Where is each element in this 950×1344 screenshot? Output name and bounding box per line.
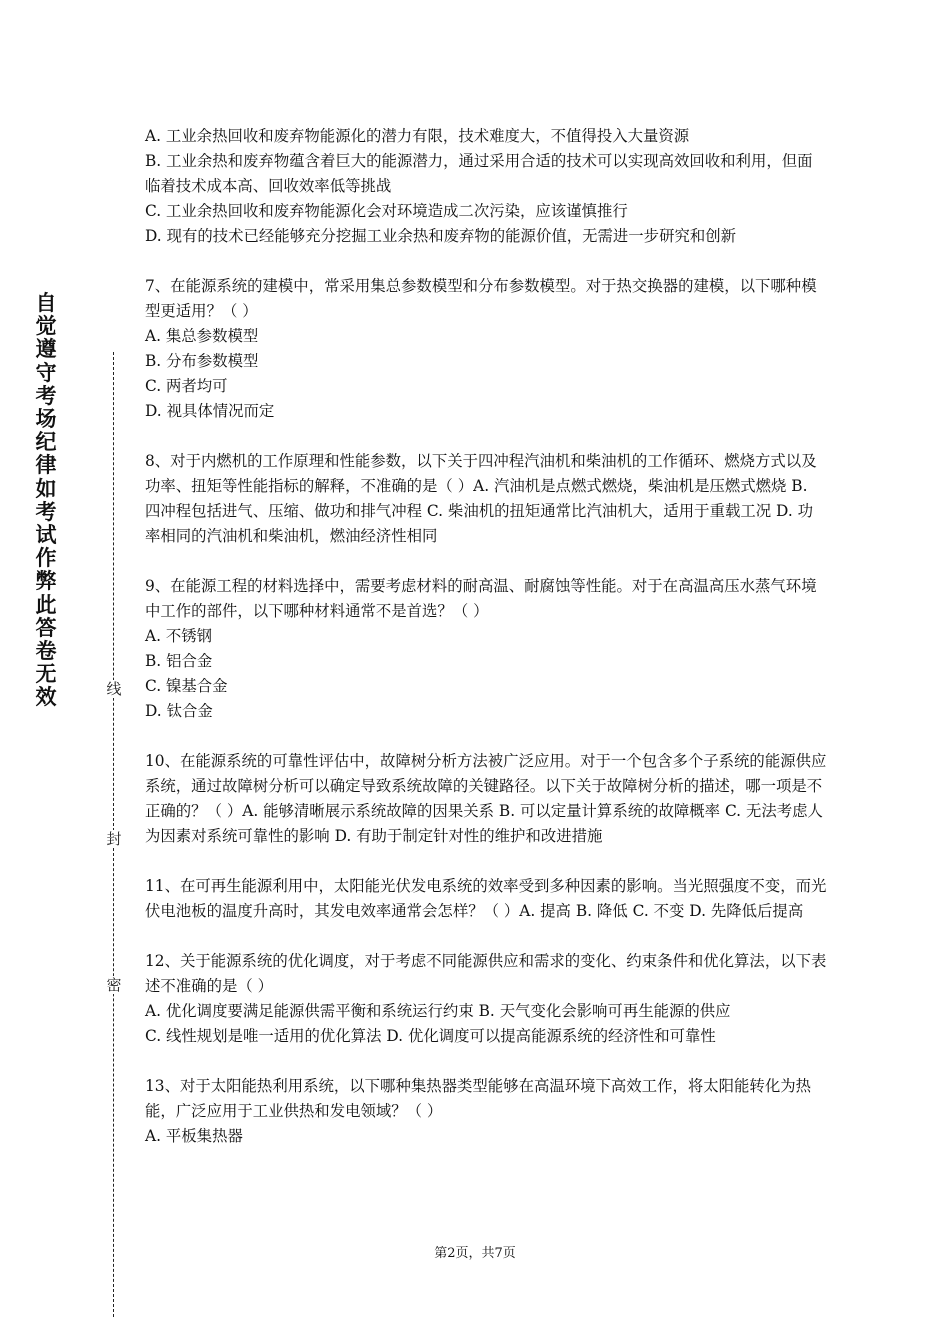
q12-stem: 12、关于能源系统的优化调度，对于考虑不同能源供应和需求的变化、约束条件和优化算法，以下表述不准确的是（ ） bbox=[145, 952, 827, 995]
q11-text: 11、在可再生能源利用中，太阳能光伏发电系统的效率受到多种因素的影响。当光照强度不变，而光伏电池板的温度升高时，其发电效率通常会怎样？（ ）A. 提高 B. 降低 C. 不变 D. 先降低后提高 bbox=[145, 877, 827, 920]
q13-stem: 13、对于太阳能热利用系统，以下哪种集热器类型能够在高温环境下高效工作，将太阳能转化为热能，广泛应用于工业供热和发电领域？（ ） bbox=[145, 1077, 811, 1120]
binding-mark-line: 线 bbox=[106, 680, 122, 698]
exam-questions bbox=[145, 124, 827, 1149]
binding-mark-seal: 封 bbox=[106, 830, 122, 848]
q7-option-b: B. 分布参数模型 bbox=[145, 352, 259, 370]
question-10 bbox=[145, 749, 827, 849]
page-number: 第2页，共7页 bbox=[434, 1246, 516, 1261]
q6-option-d: D. 现有的技术已经能够充分挖掘工业余热和废弃物的能源价值，无需进一步研究和创新 bbox=[145, 227, 737, 245]
q7-stem: 7、在能源系统的建模中，常采用集总参数模型和分布参数模型。对于热交换器的建模，以下哪种模型更适用？（ ） bbox=[145, 277, 817, 320]
q6-option-b: B. 工业余热和废弃物蕴含着巨大的能源潜力，通过采用合适的技术可以实现高效回收和利用，但面临着技术成本高、回收效率低等挑战 bbox=[145, 152, 813, 195]
q9-option-a: A. 不锈钢 bbox=[145, 627, 213, 645]
q6-option-c: C. 工业余热回收和废弃物能源化会对环境造成二次污染，应该谨慎推行 bbox=[145, 202, 628, 220]
q7-option-c: C. 两者均可 bbox=[145, 377, 228, 395]
q12-options-ab: A. 优化调度要满足能源供需平衡和系统运行约束 B. 天气变化会影响可再生能源的供应 bbox=[145, 1002, 731, 1020]
question-8 bbox=[145, 449, 827, 549]
q7-option-a: A. 集总参数模型 bbox=[145, 327, 259, 345]
question-7 bbox=[145, 274, 827, 424]
binding-mark-secret: 密 bbox=[106, 976, 122, 994]
q9-option-c: C. 镍基合金 bbox=[145, 677, 228, 695]
q9-stem: 9、在能源工程的材料选择中，需要考虑材料的耐高温、耐腐蚀等性能。对于在高温高压水蒸气环境中工作的部件，以下哪种材料通常不是首选？（ ） bbox=[145, 577, 817, 620]
question-9 bbox=[145, 574, 827, 724]
question-11 bbox=[145, 874, 827, 924]
question-6-options bbox=[145, 124, 827, 249]
q8-text: 8、对于内燃机的工作原理和性能参数，以下关于四冲程汽油机和柴油机的工作循环、燃烧方式以及功率、扭矩等性能指标的解释，不准确的是（ ）A. 汽油机是点燃式燃烧，柴油机是压燃式燃烧 B. 四冲程包括进气、压缩、做功和排气冲程 C. 柴油机的扭矩通常比汽油机大，适用于重载工况 D. 功率相同的汽油机和柴油机，燃油经济性相同 bbox=[145, 452, 817, 545]
q6-option-a: A. 工业余热回收和废弃物能源化的潜力有限，技术难度大，不值得投入大量资源 bbox=[145, 127, 690, 145]
q13-option-a: A. 平板集热器 bbox=[145, 1127, 243, 1145]
q7-option-d: D. 视具体情况而定 bbox=[145, 402, 275, 420]
q9-option-d: D. 钛合金 bbox=[145, 702, 213, 720]
q9-option-b: B. 铝合金 bbox=[145, 652, 213, 670]
q10-text: 10、在能源系统的可靠性评估中，故障树分析方法被广泛应用。对于一个包含多个子系统的能源供应系统，通过故障树分析可以确定导致系统故障的关键路径。以下关于故障树分析的描述，哪一项是不正确的？（ ）A. 能够清晰展示系统故障的因果关系 B. 可以定量计算系统的故障概率 C. 无法考虑人为因素对系统可靠性的影响 D. 有助于制定针对性的维护和改进措施 bbox=[145, 752, 827, 845]
exam-discipline-notice: 自觉遵守考场纪律如考试作弊此答卷无效 bbox=[35, 291, 57, 710]
question-13 bbox=[145, 1074, 827, 1149]
question-12 bbox=[145, 949, 827, 1049]
q12-options-cd: C. 线性规划是唯一适用的优化算法 D. 优化调度可以提高能源系统的经济性和可靠性 bbox=[145, 1027, 716, 1045]
